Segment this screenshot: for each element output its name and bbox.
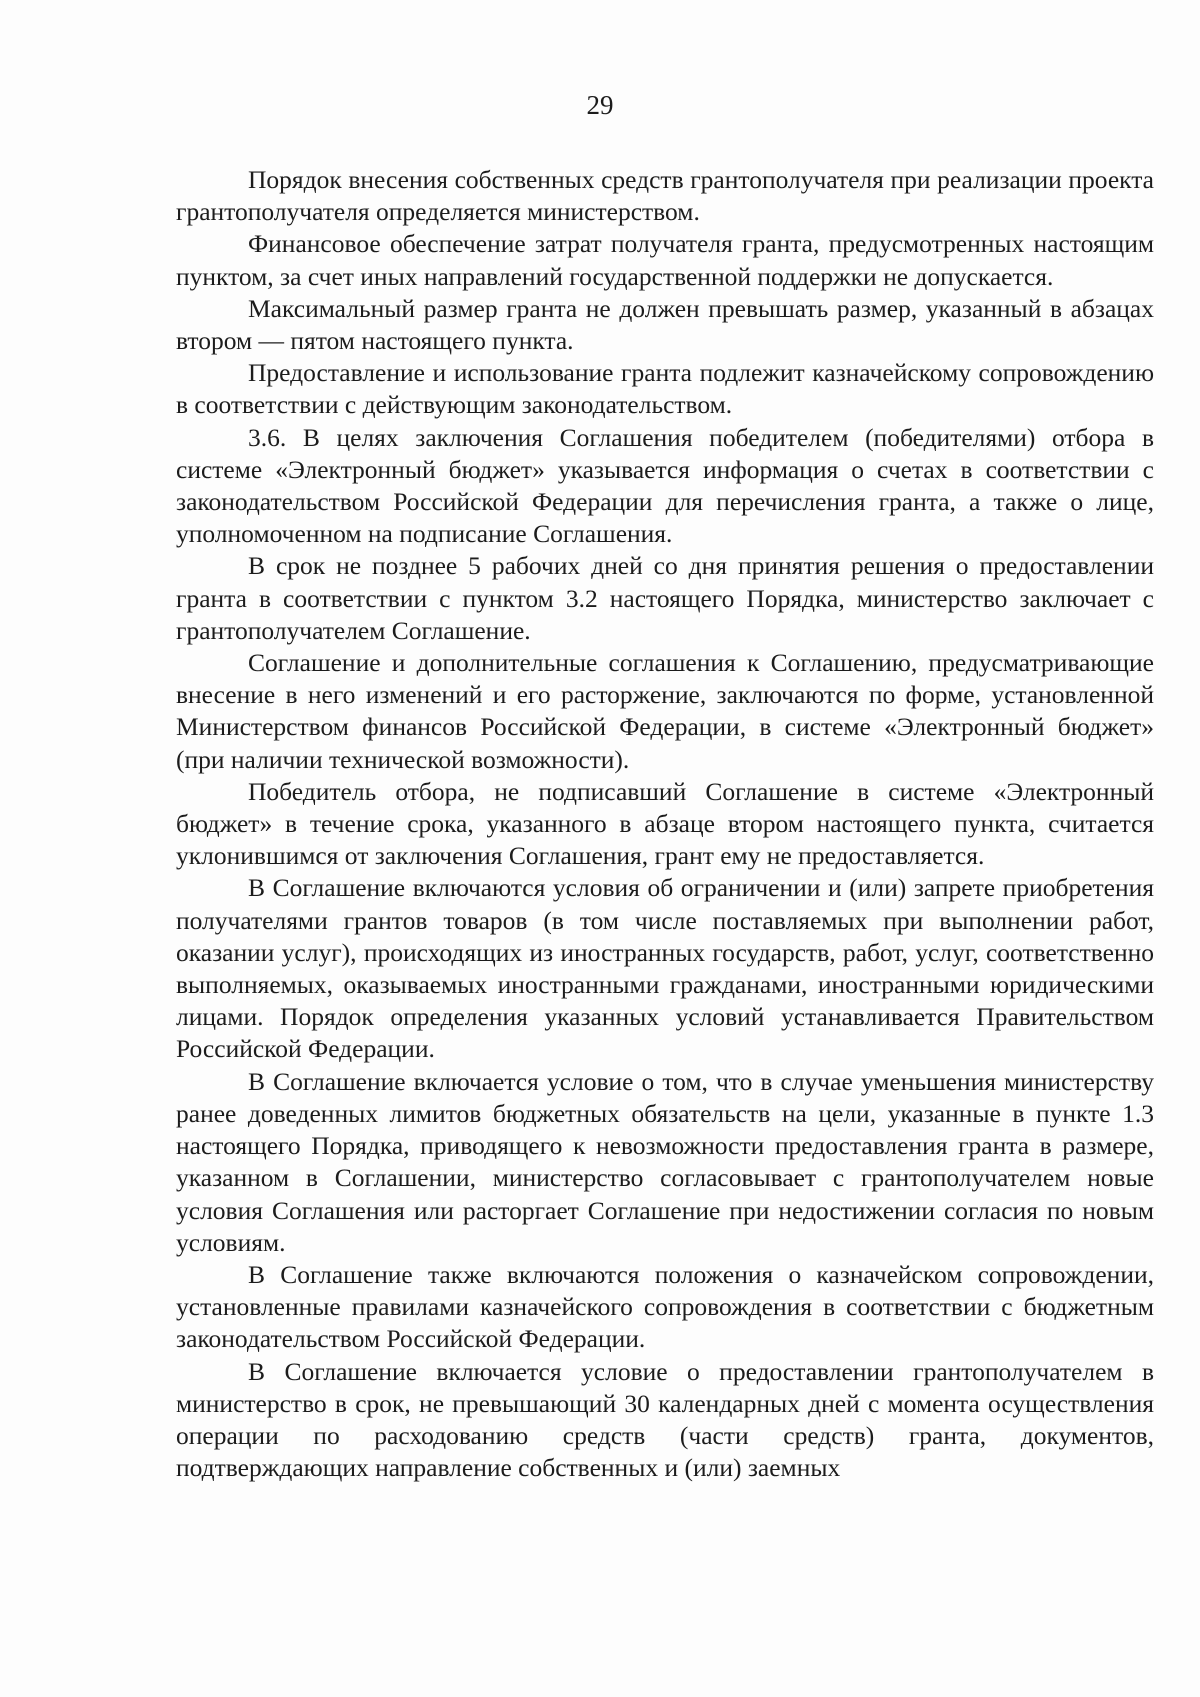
paragraph: 3.6. В целях заключения Соглашения победителем (победителями) отбора в системе «Электронный бюджет» указывается информация о счетах в соответствии с законодательством Российской Федерации для перечисления гранта, а также о лице, уполномоченном на подписание Соглашения. bbox=[176, 422, 1154, 549]
paragraph: Победитель отбора, не подписавший Соглашение в системе «Электронный бюджет» в течение срока, указанного в абзаце втором настоящего пункта, считается уклонившимся от заключения Соглашения, грант ему не предоставляется. bbox=[176, 776, 1154, 871]
paragraph: Финансовое обеспечение затрат получателя гранта, предусмотренных настоящим пунктом, за счет иных направлений государственной поддержки не допускается. bbox=[176, 229, 1154, 291]
paragraph: Порядок внесения собственных средств грантополучателя при реализации проекта грантополучателя определяется министерством. bbox=[176, 165, 1154, 227]
paragraph: В Соглашение включается условие о предоставлении грантополучателем в министерство в срок, не превышающий 30 календарных дней с момента осуществления операции по расходованию средств (части средств) гранта, документов, подтверждающих направление собственных и (или) заемных bbox=[176, 1356, 1154, 1483]
paragraph: В Соглашение включается условие о том, что в случае уменьшения министерству ранее доведенных лимитов бюджетных обязательств на цели, указанные в пункте 1.3 настоящего Порядка, приводящего к невозможности предоставления гранта в размере, указанном в Соглашении, министерство согласовывает с грантополучателем новые условия Соглашения или расторгает Соглашение при недостижении согласия по новым условиям. bbox=[176, 1066, 1154, 1257]
paragraph: В Соглашение также включаются положения о казначейском сопровождении, установленные правилами казначейского сопровождения в соответствии с бюджетным законодательством Российской Федерации. bbox=[176, 1259, 1154, 1354]
page-number: 29 bbox=[586, 90, 614, 120]
paragraph: Предоставление и использование гранта подлежит казначейскому сопровождению в соответствии с действующим законодательством. bbox=[176, 358, 1154, 420]
paragraph: Соглашение и дополнительные соглашения к Соглашению, предусматривающие внесение в него изменений и его расторжение, заключаются по форме, установленной Министерством финансов Российской Федерации, в системе «Электронный бюджет» (при наличии технической возможности). bbox=[176, 648, 1154, 774]
document-body bbox=[176, 164, 1154, 1484]
paragraph: Максимальный размер гранта не должен превышать размер, указанный в абзацах втором — пятом настоящего пункта. bbox=[176, 293, 1154, 356]
paragraph: В срок не позднее 5 рабочих дней со дня принятия решения о предоставлении гранта в соответствии с пунктом 3.2 настоящего Порядка, министерство заключает с грантополучателем Соглашение. bbox=[176, 551, 1154, 645]
paragraph: В Соглашение включаются условия об ограничении и (или) запрете приобретения получателями грантов товаров (в том числе поставляемых при выполнении работ, оказании услуг), происходящих из иностранных государств, работ, услуг, соответственно выполняемых, оказываемых иностранными гражданами, иностранными юридическими лицами. Порядок определения указанных условий устанавливается Правительством Российской Федерации. bbox=[176, 873, 1154, 1064]
